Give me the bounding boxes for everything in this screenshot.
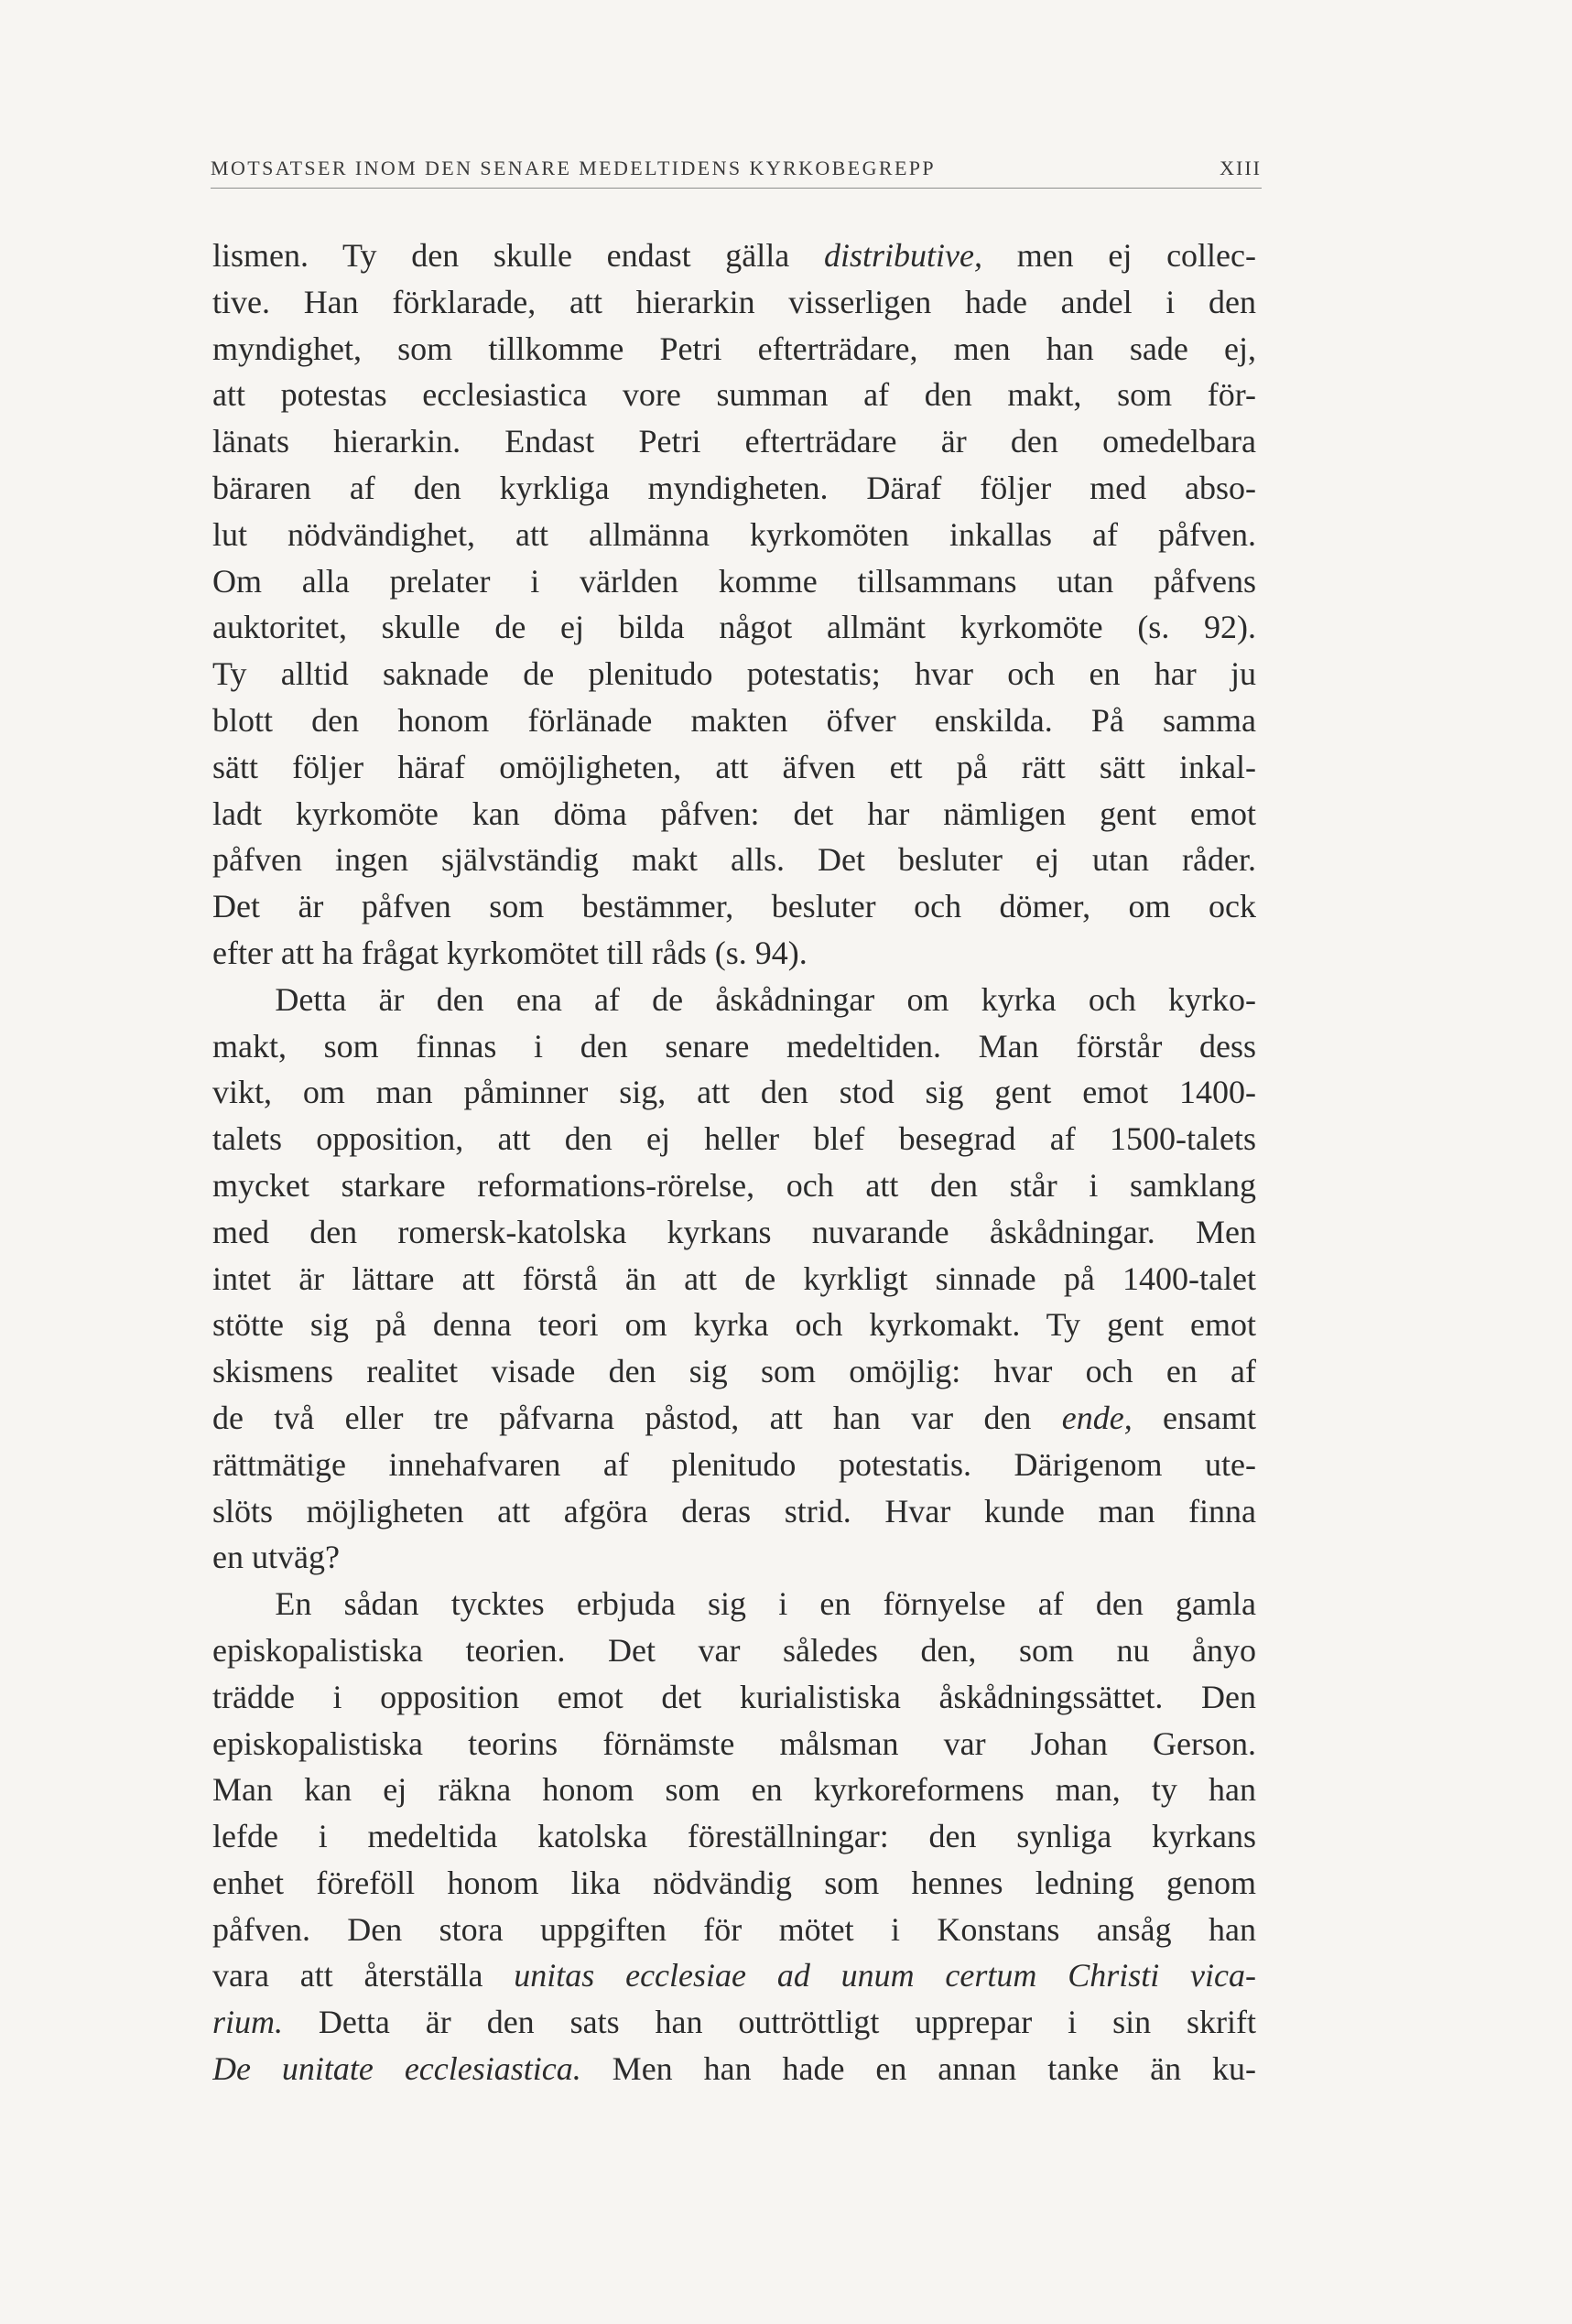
text-line <box>212 697 1256 744</box>
text-run: efter att ha frågat kyrkomötet till råds (s. 94). <box>212 934 808 971</box>
text-line <box>212 1069 1256 1116</box>
text-line <box>212 2046 1256 2092</box>
text-line <box>212 651 1256 697</box>
text-run: episkopalistiska teorins förnämste målsman var Johan Gerson. <box>212 1724 1256 1762</box>
text-run: Ty alltid saknade de plenitudo potestatis; hvar och en har ju <box>212 655 1256 693</box>
text-run: intet är lättare att förstå än att de kyrkligt sinnade på 1400-talet <box>212 1259 1256 1297</box>
text-line <box>212 930 1256 977</box>
text-line <box>212 1627 1256 1674</box>
text-line <box>212 512 1256 558</box>
text-run: tive. <box>212 283 270 320</box>
text-run: bäraren af den kyrkliga myndigheten. Däraf följer med abso- <box>212 469 1256 506</box>
text-run: vara att återställa <box>212 1957 515 1994</box>
text-line <box>212 1116 1256 1162</box>
text-run: ladt kyrkomöte kan döma påfven: det har nämligen gent emot <box>212 794 1256 832</box>
text-run: talets opposition, att den ej heller blef besegrad af 1500-talets <box>212 1120 1256 1158</box>
italic-run: rium. <box>212 2004 284 2041</box>
text-line <box>212 1395 1256 1442</box>
text-run: med den romersk-katolska kyrkans nuvarande åskådningar. Men <box>212 1213 1256 1250</box>
text-line <box>212 232 1256 279</box>
text-run: Man kan ej räkna honom som en kyrkoreformens man, ty han <box>212 1771 1256 1809</box>
text-run: sätt följer häraf omöjligheten, att äfven ett på rätt sätt inkal- <box>212 748 1256 785</box>
text-line <box>212 372 1256 418</box>
text-line <box>212 744 1256 791</box>
text-run: Detta är den ena af de åskådningar om kyrka och kyrko- <box>275 980 1256 1018</box>
text-line <box>212 791 1256 838</box>
text-line <box>212 1488 1256 1535</box>
text-run: trädde i opposition emot det kurialistiska åskådningssättet. Den <box>212 1678 1256 1715</box>
text-run: makt, som finnas i den senare medeltiden. Man förstår dess <box>212 1027 1256 1065</box>
text-line <box>212 883 1256 930</box>
text-run: episkopalistiska teorien. Det var således den, som nu ånyo <box>212 1631 1256 1669</box>
text-run: skismens realitet visade den sig som omöjlig: hvar och en af <box>212 1353 1256 1390</box>
text-run: myndighet, som tillkomme Petri efterträdare, men han sade ej, <box>212 330 1256 367</box>
italic-run: ende, <box>1061 1399 1133 1436</box>
page-number: XIII <box>1220 157 1262 179</box>
text-run: länats hierarkin. Endast Petri efterträdare är den omedelbara <box>212 423 1256 460</box>
text-run: Detta är den sats han outtröttligt upprepar i sin skrift <box>283 2004 1256 2041</box>
text-run: men ej collec- <box>981 237 1256 274</box>
running-header <box>211 152 1262 189</box>
text-run: stötte sig på denna teori om kyrka och kyrkomakt. Ty gent emot <box>212 1306 1256 1344</box>
text-run: de två eller tre påfvarna påstod, att han var den <box>212 1399 1062 1436</box>
text-run: påfven ingen självständig makt alls. Det besluter ej utan råder. <box>212 841 1256 879</box>
text-line <box>212 465 1256 512</box>
text-line <box>212 1209 1256 1256</box>
text-line <box>212 418 1256 465</box>
text-line <box>212 1721 1256 1767</box>
text-line <box>212 1813 1256 1860</box>
text-line <box>212 604 1256 651</box>
text-line <box>212 1860 1256 1907</box>
text-line <box>212 1162 1256 1209</box>
italic-run: unitas ecclesiae ad unum certum Christi vica- <box>514 1957 1256 1994</box>
text-run: auktoritet, skulle de ej bilda något allmänt kyrkomöte (s. 92). <box>212 609 1256 646</box>
text-run: påfven. Den stora uppgiften för mötet i Konstans ansåg han <box>212 1910 1256 1948</box>
text-run: rättmätige innehafvaren af plenitudo potestatis. Därigenom ute- <box>212 1445 1256 1483</box>
text-line <box>212 1952 1256 1999</box>
italic-run: De unitate ecclesiastica. <box>212 2050 581 2088</box>
text-line <box>212 1907 1256 1953</box>
text-line <box>212 977 1256 1023</box>
running-title: MOTSATSER INOM DEN SENARE MEDELTIDENS KYRKOBEGREPP <box>211 157 937 179</box>
text-run: ensamt <box>1132 1399 1256 1436</box>
text-run: slöts möjligheten att afgöra deras strid. Hvar kunde man finna <box>212 1492 1256 1530</box>
text-line <box>212 1023 1256 1070</box>
text-line <box>212 558 1256 605</box>
text-run: lefde i medeltida katolska föreställningar: den synliga kyrkans <box>212 1818 1256 1855</box>
text-line <box>212 1348 1256 1395</box>
text-line <box>212 279 1256 326</box>
text-line <box>212 1674 1256 1721</box>
body-text <box>212 232 1256 2092</box>
text-line <box>212 1534 1256 1581</box>
text-run: Men han hade en annan tanke än ku- <box>580 2050 1256 2088</box>
text-line <box>212 1999 1256 2046</box>
text-run: att potestas ecclesiastica vore summan af den makt, som för- <box>212 376 1256 414</box>
text-run: en utväg? <box>212 1539 340 1576</box>
text-run: Det är påfven som bestämmer, besluter och dömer, om ock <box>212 888 1256 925</box>
text-line <box>212 1256 1256 1303</box>
text-run: En sådan tycktes erbjuda sig i en förnyelse af den gamla <box>275 1585 1256 1623</box>
text-line <box>212 1302 1256 1348</box>
text-run: Han förklarade, att hierarkin visserligen hade andel i den <box>269 283 1256 320</box>
text-run: mycket starkare reformations-rörelse, och att den står i samklang <box>212 1166 1256 1204</box>
italic-run: distributive, <box>823 237 982 274</box>
text-run: lut nödvändighet, att allmänna kyrkomöten inkallas af påfven. <box>212 515 1256 553</box>
text-run: enhet föreföll honom lika nödvändig som hennes ledning genom <box>212 1864 1256 1901</box>
text-line <box>212 1581 1256 1627</box>
text-line <box>212 837 1256 883</box>
text-line <box>212 1442 1256 1488</box>
text-run: vikt, om man påminner sig, att den stod sig gent emot 1400- <box>212 1074 1256 1111</box>
text-line <box>212 326 1256 373</box>
text-run: Om alla prelater i världen komme tillsammans utan påfvens <box>212 562 1256 600</box>
text-line <box>212 1767 1256 1813</box>
text-run: lismen. Ty den skulle endast gälla <box>212 237 824 274</box>
text-run: blott den honom förlänade makten öfver enskilda. På samma <box>212 701 1256 739</box>
